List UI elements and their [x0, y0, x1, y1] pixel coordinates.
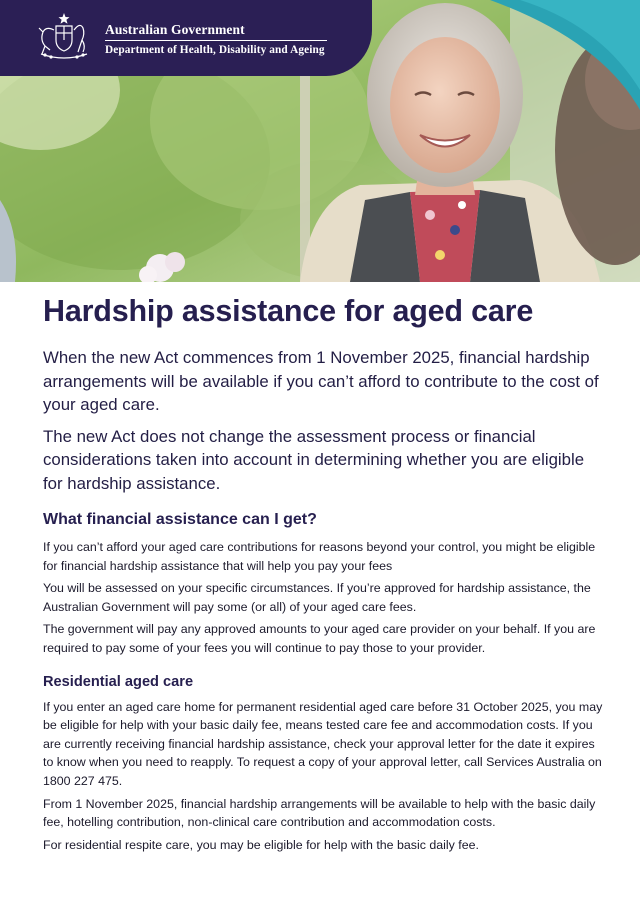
body-paragraph: You will be assessed on your specific circumstances. If you’re approved for hardship assistance, the Australian Government will pay some (or all) of your aged care fees. — [43, 581, 591, 614]
document-body — [43, 290, 603, 858]
intro-paragraph: When the new Act commences from 1 November 2025, financial hardship arrangements will be available if you can’t afford to contribute to the cost of your aged care. — [43, 348, 599, 414]
page-title: Hardship assistance for aged care — [43, 294, 534, 328]
body-paragraph: For residential respite care, you may be eligible for help with the basic daily fee. — [43, 837, 479, 852]
intro-paragraph: The new Act does not change the assessment process or financial considerations taken into account in determining whether you are eligible for hardship assistance. — [43, 426, 585, 493]
coat-of-arms-icon — [33, 10, 95, 60]
hero-photo — [0, 0, 640, 282]
government-banner — [0, 0, 372, 76]
government-name: Australian Government — [105, 22, 245, 37]
department-name: Department of Health, Disability and Ageing — [105, 44, 325, 56]
body-paragraph: The government will pay any approved amounts to your aged care provider on your behalf. If you are required to pay some of your fees you will continue to pay those to your provider. — [43, 622, 596, 655]
body-paragraph: From 1 November 2025, financial hardship arrangements will be available to help with the basic daily fee, hotelling contribution, non-clinical care contribution and accommodation costs. — [43, 796, 596, 830]
banner-divider — [105, 40, 327, 41]
subheading-residential-aged-care: Residential aged care — [43, 673, 194, 690]
body-paragraph: If you enter an aged care home for permanent residential aged care before 31 October 2025, you may be eligible for help with your basic daily fee, means tested care fee and accommodation costs. If you are currently receiving financial hardship assistance, check your approval letter for the date it expires to know when you need to reapply. To request a copy of your approval letter, call Services Australia on 1800 227 475. — [43, 699, 603, 788]
section-heading-financial-assistance: What financial assistance can I get? — [43, 511, 317, 528]
body-paragraph: If you can’t afford your aged care contributions for reasons beyond your control, you might be eligible for financial hardship assistance that will help you pay your fees — [43, 540, 596, 573]
